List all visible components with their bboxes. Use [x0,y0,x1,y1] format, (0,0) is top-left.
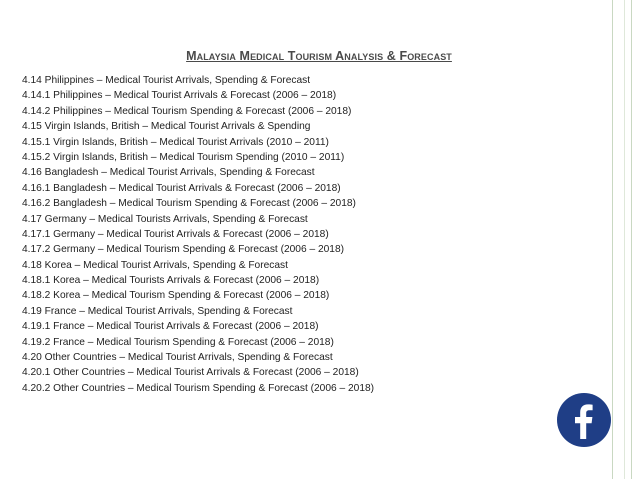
toc-item: 4.18.2 Korea – Medical Tourism Spending & Forecast (2006 – 2018) [22,290,330,302]
toc-item: 4.15.2 Virgin Islands, British – Medical Tourism Spending (2010 – 2011) [22,151,345,163]
toc-item: 4.19.1 France – Medical Tourist Arrivals & Forecast (2006 – 2018) [22,321,319,333]
toc-item: 4.19 France – Medical Tourist Arrivals, Spending & Forecast [22,305,293,317]
toc-item: 4.17.2 Germany – Medical Tourism Spending & Forecast (2006 – 2018) [22,244,345,256]
toc-item: 4.16.1 Bangladesh – Medical Tourist Arrivals & Forecast (2006 – 2018) [22,182,341,194]
page-title: Malaysia Medical Tourism Analysis & Forecast [186,49,452,63]
toc-item: 4.19.2 France – Medical Tourism Spending & Forecast (2006 – 2018) [22,336,334,348]
toc-item: 4.14.2 Philippines – Medical Tourism Spending & Forecast (2006 – 2018) [22,105,352,117]
toc-item: 4.18.1 Korea – Medical Tourists Arrivals & Forecast (2006 – 2018) [22,275,320,287]
toc-item: 4.15 Virgin Islands, British – Medical Tourist Arrivals & Spending [22,121,311,133]
decorative-border [612,0,632,479]
toc-item: 4.14 Philippines – Medical Tourist Arrivals, Spending & Forecast [22,75,311,86]
toc-item: 4.20.1 Other Countries – Medical Tourist Arrivals & Forecast (2006 – 2018) [22,367,359,379]
table-of-contents [22,73,562,396]
toc-item: 4.17.1 Germany – Medical Tourist Arrivals & Forecast (2006 – 2018) [22,228,329,240]
facebook-icon [557,393,611,447]
toc-item: 4.15.1 Virgin Islands, British – Medical Tourist Arrivals (2010 – 2011) [22,136,329,148]
toc-item: 4.20 Other Countries – Medical Tourist Arrivals, Spending & Forecast [22,352,333,364]
toc-item: 4.18 Korea – Medical Tourist Arrivals, Spending & Forecast [22,259,288,271]
toc-item: 4.16 Bangladesh – Medical Tourist Arrivals, Spending & Forecast [22,167,315,179]
facebook-share-button[interactable] [557,393,611,447]
toc-item: 4.14.1 Philippines – Medical Tourist Arrivals & Forecast (2006 – 2018) [22,90,337,102]
toc-item: 4.17 Germany – Medical Tourists Arrivals, Spending & Forecast [22,213,308,225]
decorative-border-line [624,0,625,479]
toc-item: 4.20.2 Other Countries – Medical Tourism Spending & Forecast (2006 – 2018) [22,382,375,394]
toc-item: 4.16.2 Bangladesh – Medical Tourism Spending & Forecast (2006 – 2018) [22,198,356,210]
